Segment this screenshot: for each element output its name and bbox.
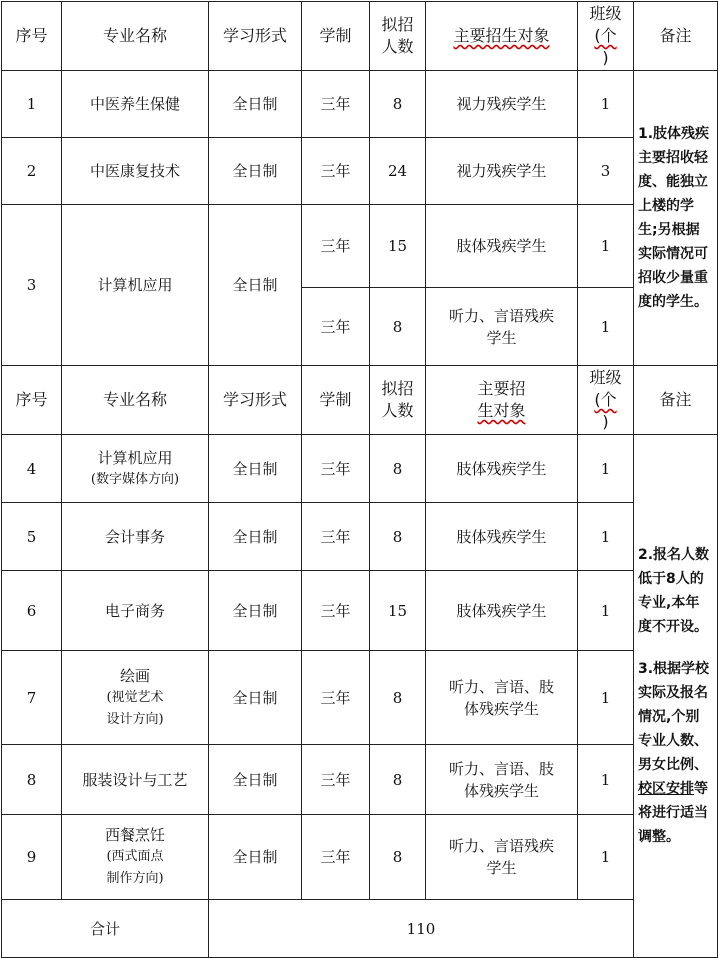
- row-major: 会计事务: [62, 503, 209, 571]
- row-target: 肢体残疾学生: [426, 435, 578, 503]
- row-major-sub: (数字媒体方向): [90, 471, 180, 487]
- header-target-line1: 主要招: [477, 379, 526, 398]
- row-form: 全日制: [209, 815, 302, 900]
- row-major-sub-2: 设计方向): [106, 711, 164, 727]
- notes-2-3: [634, 435, 718, 958]
- row-major-sub-1: (视觉艺术: [106, 689, 164, 705]
- header-plan-line1: 拟招: [381, 15, 414, 34]
- row-major: [62, 815, 209, 900]
- header-note: 备注: [634, 2, 718, 71]
- row-plan: 8: [370, 71, 426, 138]
- row-classes: 1: [578, 71, 634, 138]
- table-row: [2, 745, 718, 815]
- row-classes: 1: [578, 503, 634, 571]
- row-form: 全日制: [209, 503, 302, 571]
- table-row: [2, 71, 718, 138]
- row-target: 视力残疾学生: [426, 138, 578, 205]
- row-major: 中医康复技术: [62, 138, 209, 205]
- row-form: 全日制: [209, 651, 302, 745]
- row-no: 9: [2, 815, 62, 900]
- row-length: 三年: [302, 745, 370, 815]
- header-plan-line2: 人数: [381, 401, 414, 420]
- table-row: [2, 503, 718, 571]
- row-form: 全日制: [209, 138, 302, 205]
- row-plan: 8: [370, 435, 426, 503]
- row-target-line2: 学生: [486, 859, 517, 877]
- row-length: 三年: [302, 205, 370, 288]
- table-row: [2, 651, 718, 745]
- header-classes-line2: (个: [594, 390, 617, 409]
- row-classes: 1: [578, 651, 634, 745]
- note-3-part-c: 等将进行适当调整。: [638, 781, 708, 845]
- header-target: [426, 2, 578, 71]
- row-target-line1: 听力、言语、肢: [448, 759, 554, 778]
- row-target: [426, 288, 578, 366]
- header-form: 学习形式: [209, 366, 302, 435]
- row-length: 三年: [302, 815, 370, 900]
- header-classes: [578, 366, 634, 435]
- total-label: 合计: [2, 900, 209, 958]
- header-major: 专业名称: [62, 2, 209, 71]
- row-plan: 24: [370, 138, 426, 205]
- row-length: 三年: [302, 138, 370, 205]
- row-target: 视力残疾学生: [426, 71, 578, 138]
- row-target-line1: 听力、言语、肢: [448, 677, 554, 696]
- note-3-part-b: 校区安排: [638, 781, 694, 797]
- row-target-line1: 听力、言语残疾: [448, 306, 554, 325]
- row-major-sub-2: 制作方向): [106, 871, 164, 886]
- row-target: [426, 651, 578, 745]
- header-classes-line3: ): [602, 48, 609, 67]
- row-plan: 8: [370, 651, 426, 745]
- table-row: [2, 815, 718, 900]
- row-target: [426, 745, 578, 815]
- row-no: 4: [2, 435, 62, 503]
- row-target-line2: 体残疾学生: [463, 781, 539, 800]
- table-row: [2, 435, 718, 503]
- row-target-line2: 学生: [486, 328, 517, 347]
- header-plan-line1: 拟招: [381, 379, 414, 398]
- row-no: 2: [2, 138, 62, 205]
- header-plan-line2: 人数: [381, 37, 414, 56]
- header-classes-line3: ): [602, 412, 609, 431]
- row-classes: 3: [578, 138, 634, 205]
- row-plan: 8: [370, 503, 426, 571]
- row-classes: 1: [578, 815, 634, 900]
- enrollment-table: [1, 1, 718, 958]
- row-length: 三年: [302, 503, 370, 571]
- row-length: 三年: [302, 435, 370, 503]
- row-major-main: 西餐烹饪: [104, 826, 165, 844]
- header-note: 备注: [634, 366, 718, 435]
- row-form: 全日制: [209, 435, 302, 503]
- row-target: 肢体残疾学生: [426, 205, 578, 288]
- row-form: 全日制: [209, 571, 302, 651]
- row-classes: 1: [578, 205, 634, 288]
- total-value: 110: [209, 900, 634, 958]
- row-target-line2: 体残疾学生: [463, 699, 539, 718]
- row-major-sub-1: (西式面点: [106, 849, 164, 864]
- row-major: 中医养生保健: [62, 71, 209, 138]
- header-target-line2: 生对象: [477, 401, 526, 420]
- row-plan: 8: [370, 745, 426, 815]
- row-target-line1: 听力、言语残疾: [448, 837, 554, 855]
- row-length: 三年: [302, 651, 370, 745]
- note-2: 2.报名人数低于8人的专业,本年度不开设。: [638, 547, 710, 635]
- header-plan: [370, 2, 426, 71]
- table-row: [2, 205, 718, 288]
- row-major: 计算机应用: [62, 205, 209, 366]
- row-length: 三年: [302, 571, 370, 651]
- row-plan: 15: [370, 205, 426, 288]
- row-major: [62, 435, 209, 503]
- note-3: [638, 657, 713, 849]
- row-plan: 8: [370, 288, 426, 366]
- row-no: 5: [2, 503, 62, 571]
- header-classes: [578, 2, 634, 71]
- row-major-main: 计算机应用: [97, 448, 173, 467]
- header-row: [2, 366, 718, 435]
- row-major-main: 绘画: [119, 666, 150, 685]
- note-3-part-a: 3.根据学校实际及报名情况,个别专业人数、男女比例、: [638, 661, 710, 773]
- row-form: 全日制: [209, 205, 302, 366]
- header-plan: [370, 366, 426, 435]
- row-classes: 1: [578, 571, 634, 651]
- header-no: 序号: [2, 366, 62, 435]
- note-1: 1.肢体残疾主要招收轻度、能独立上楼的学生;另根据实际情况可招收少量重度的学生。: [634, 71, 718, 366]
- row-form: 全日制: [209, 71, 302, 138]
- table-row: [2, 571, 718, 651]
- row-major: 电子商务: [62, 571, 209, 651]
- row-no: 1: [2, 71, 62, 138]
- row-target: 肢体残疾学生: [426, 571, 578, 651]
- row-length: 三年: [302, 71, 370, 138]
- row-target: 肢体残疾学生: [426, 503, 578, 571]
- row-major: 服装设计与工艺: [62, 745, 209, 815]
- header-row: [2, 2, 718, 71]
- row-major: [62, 651, 209, 745]
- row-classes: 1: [578, 288, 634, 366]
- row-no: 7: [2, 651, 62, 745]
- table-row: [2, 138, 718, 205]
- row-classes: 1: [578, 435, 634, 503]
- header-no: 序号: [2, 2, 62, 71]
- header-target: [426, 366, 578, 435]
- row-length: 三年: [302, 288, 370, 366]
- header-length: 学制: [302, 2, 370, 71]
- row-target: [426, 815, 578, 900]
- header-length: 学制: [302, 366, 370, 435]
- header-classes-line1: 班级: [589, 4, 622, 23]
- row-classes: 1: [578, 745, 634, 815]
- row-no: 3: [2, 205, 62, 366]
- row-plan: 15: [370, 571, 426, 651]
- row-plan: 8: [370, 815, 426, 900]
- header-form: 学习形式: [209, 2, 302, 71]
- row-form: 全日制: [209, 745, 302, 815]
- header-classes-line1: 班级: [589, 368, 622, 387]
- header-target-text: 主要招生对象: [453, 26, 550, 45]
- header-classes-line2: (个: [594, 26, 617, 45]
- row-no: 6: [2, 571, 62, 651]
- header-major: 专业名称: [62, 366, 209, 435]
- row-no: 8: [2, 745, 62, 815]
